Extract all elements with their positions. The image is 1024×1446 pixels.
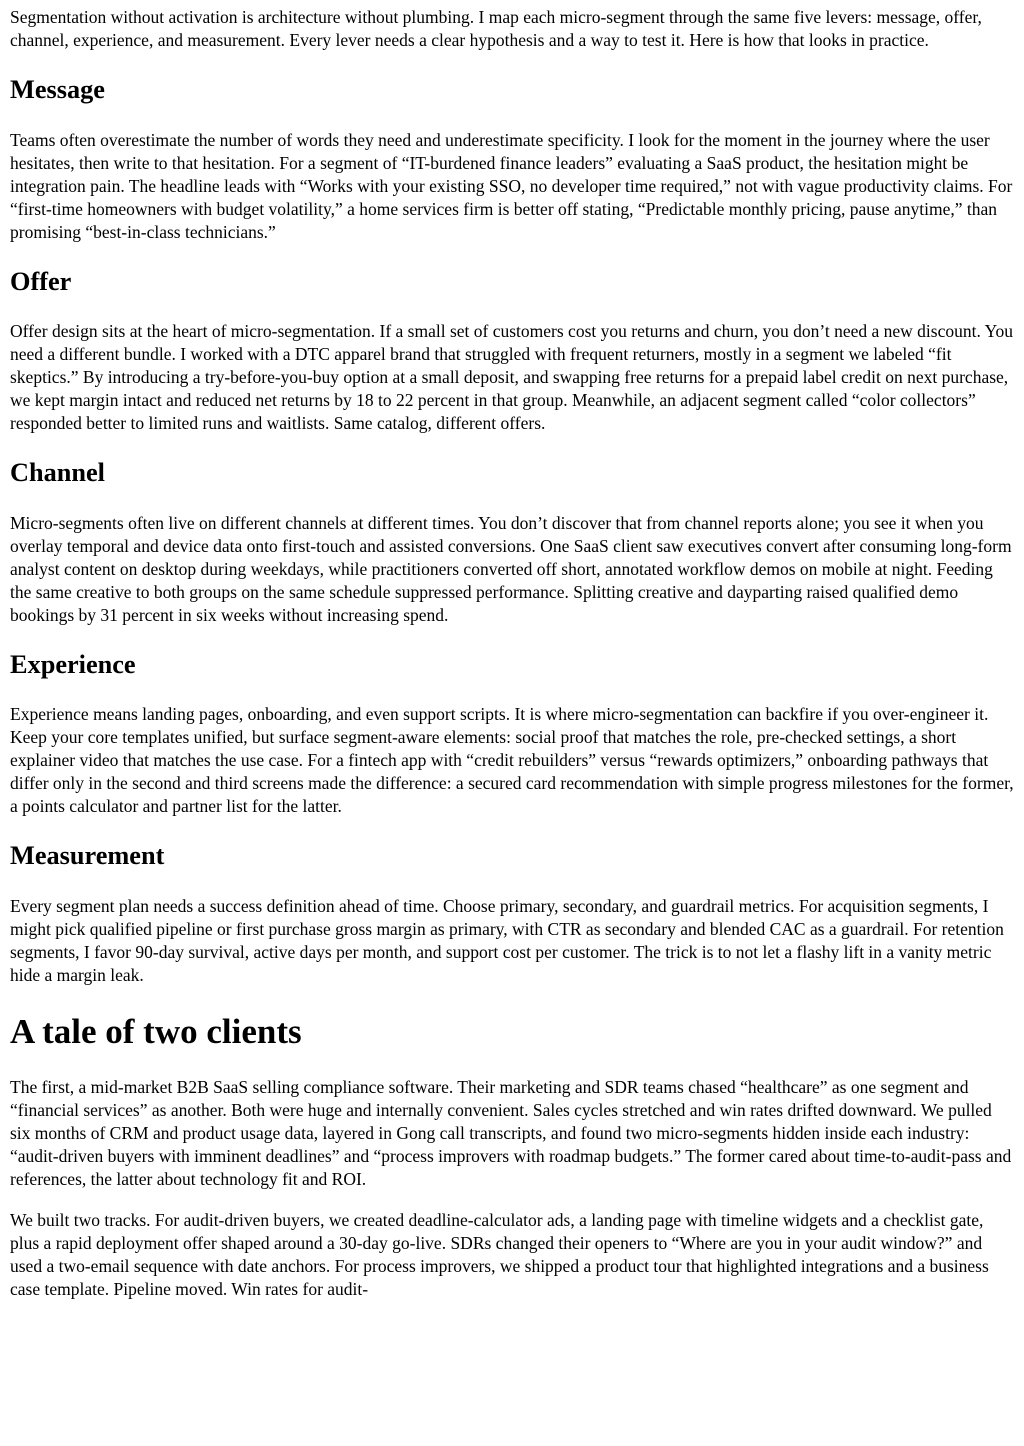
section-tale-of-two-clients <box>10 1011 1014 1301</box>
section-channel <box>10 457 1014 627</box>
intro-paragraph: Segmentation without activation is architecture without plumbing. I map each micro-segment through the same five levers: message, offer, channel, experience, and measurement. Every lever needs a clear hypothesis and a way to test it. Here is how that looks in practice. <box>10 7 982 50</box>
tale-paragraph-1: The first, a mid-market B2B SaaS selling compliance software. Their marketing and SDR teams chased “healthcare” as one segment and “financial services” as another. Both were huge and internally convenient. Sales cycles stretched and win rates drifted downward. We pulled six months of CRM and product usage data, layered in Gong call transcripts, and found two micro-segments hidden inside each industry: “audit-driven buyers with imminent deadlines” and “process improvers with roadmap budgets.” The former cared about time-to-audit-pass and references, the latter about technology fit and ROI. <box>10 1076 1012 1189</box>
section-offer <box>10 266 1014 436</box>
section-paragraph-measurement: Every segment plan needs a success definition ahead of time. Choose primary, secondary, and guardrail metrics. For acquisition segments, I might pick qualified pipeline or first purchase gross margin as primary, with CTR as secondary and blended CAC as a guardrail. For retention segments, I favor 90-day survival, active days per month, and support cost per customer. The trick is to not let a flashy lift in a vanity metric hide a margin leak. <box>10 895 1004 985</box>
section-message <box>10 74 1014 244</box>
section-heading-message: Message <box>10 75 105 104</box>
tale-heading: A tale of two clients <box>10 1011 302 1051</box>
section-heading-experience: Experience <box>10 649 136 679</box>
tale-paragraph-2: We built two tracks. For audit-driven buyers, we created deadline-calculator ads, a landing page with timeline widgets and a checklist gate, plus a rapid deployment offer shaped around a 30-day go-live. SDRs changed their openers to “Where are you in your audit window?” and used a two-email sequence with date anchors. For process improvers, we shipped a product tour that highlighted integrations and a business case template. Pipeline moved. Win rates for audit- <box>10 1209 989 1299</box>
section-measurement <box>10 840 1014 987</box>
section-experience <box>10 649 1014 819</box>
section-paragraph-experience: Experience means landing pages, onboarding, and even support scripts. It is where micro-segmentation can backfire if you over-engineer it. Keep your core templates unified, but surface segment-aware elements: social proof that matches the role, pre-checked settings, a short explainer video that matches the use case. For a fintech app with “credit rebuilders” versus “rewards optimizers,” onboarding pathways that differ only in the second and third screens made the difference: a secured card recommendation with simple progress milestones for the former, a points calculator and partner list for the latter. <box>10 704 1014 817</box>
section-paragraph-channel: Micro-segments often live on different channels at different times. You don’t discover that from channel reports alone; you see it when you overlay temporal and device data onto first-touch and assisted conversions. One SaaS client saw executives convert after consuming long-form analyst content on desktop during weekdays, while practitioners converted off short, annotated workflow demos on mobile at night. Feeding the same creative to both groups on the same schedule suppressed performance. Splitting creative and dayparting raised qualified demo bookings by 31 percent in six weeks without increasing spend. <box>10 512 1012 625</box>
section-paragraph-message: Teams often overestimate the number of words they need and underestimate specificity. I look for the moment in the journey where the user hesitates, then write to that hesitation. For a segment of “IT-burdened finance leaders” evaluating a SaaS product, the hesitation might be integration pain. The headline leads with “Works with your existing SSO, no developer time required,” not with vague productivity claims. For “first-time homeowners with budget volatility,” a home services firm is better off stating, “Predictable monthly pricing, pause anytime,” than promising “best-in-class technicians.” <box>10 129 1013 242</box>
section-paragraph-offer: Offer design sits at the heart of micro-segmentation. If a small set of customers cost you returns and churn, you don’t need a new discount. You need a different bundle. I worked with a DTC apparel brand that struggled with frequent returners, mostly in a segment we labeled “fit skeptics.” By introducing a try-before-you-buy option at a small deposit, and swapping free returns for a prepaid label credit on next purchase, we kept margin intact and reduced net returns by 18 to 22 percent in that group. Meanwhile, an adjacent segment called “color collectors” responded better to limited runs and waitlists. Same catalog, different offers. <box>10 321 1013 434</box>
section-heading-measurement: Measurement <box>10 841 165 871</box>
section-heading-offer: Offer <box>10 266 72 296</box>
section-heading-channel: Channel <box>10 458 105 488</box>
